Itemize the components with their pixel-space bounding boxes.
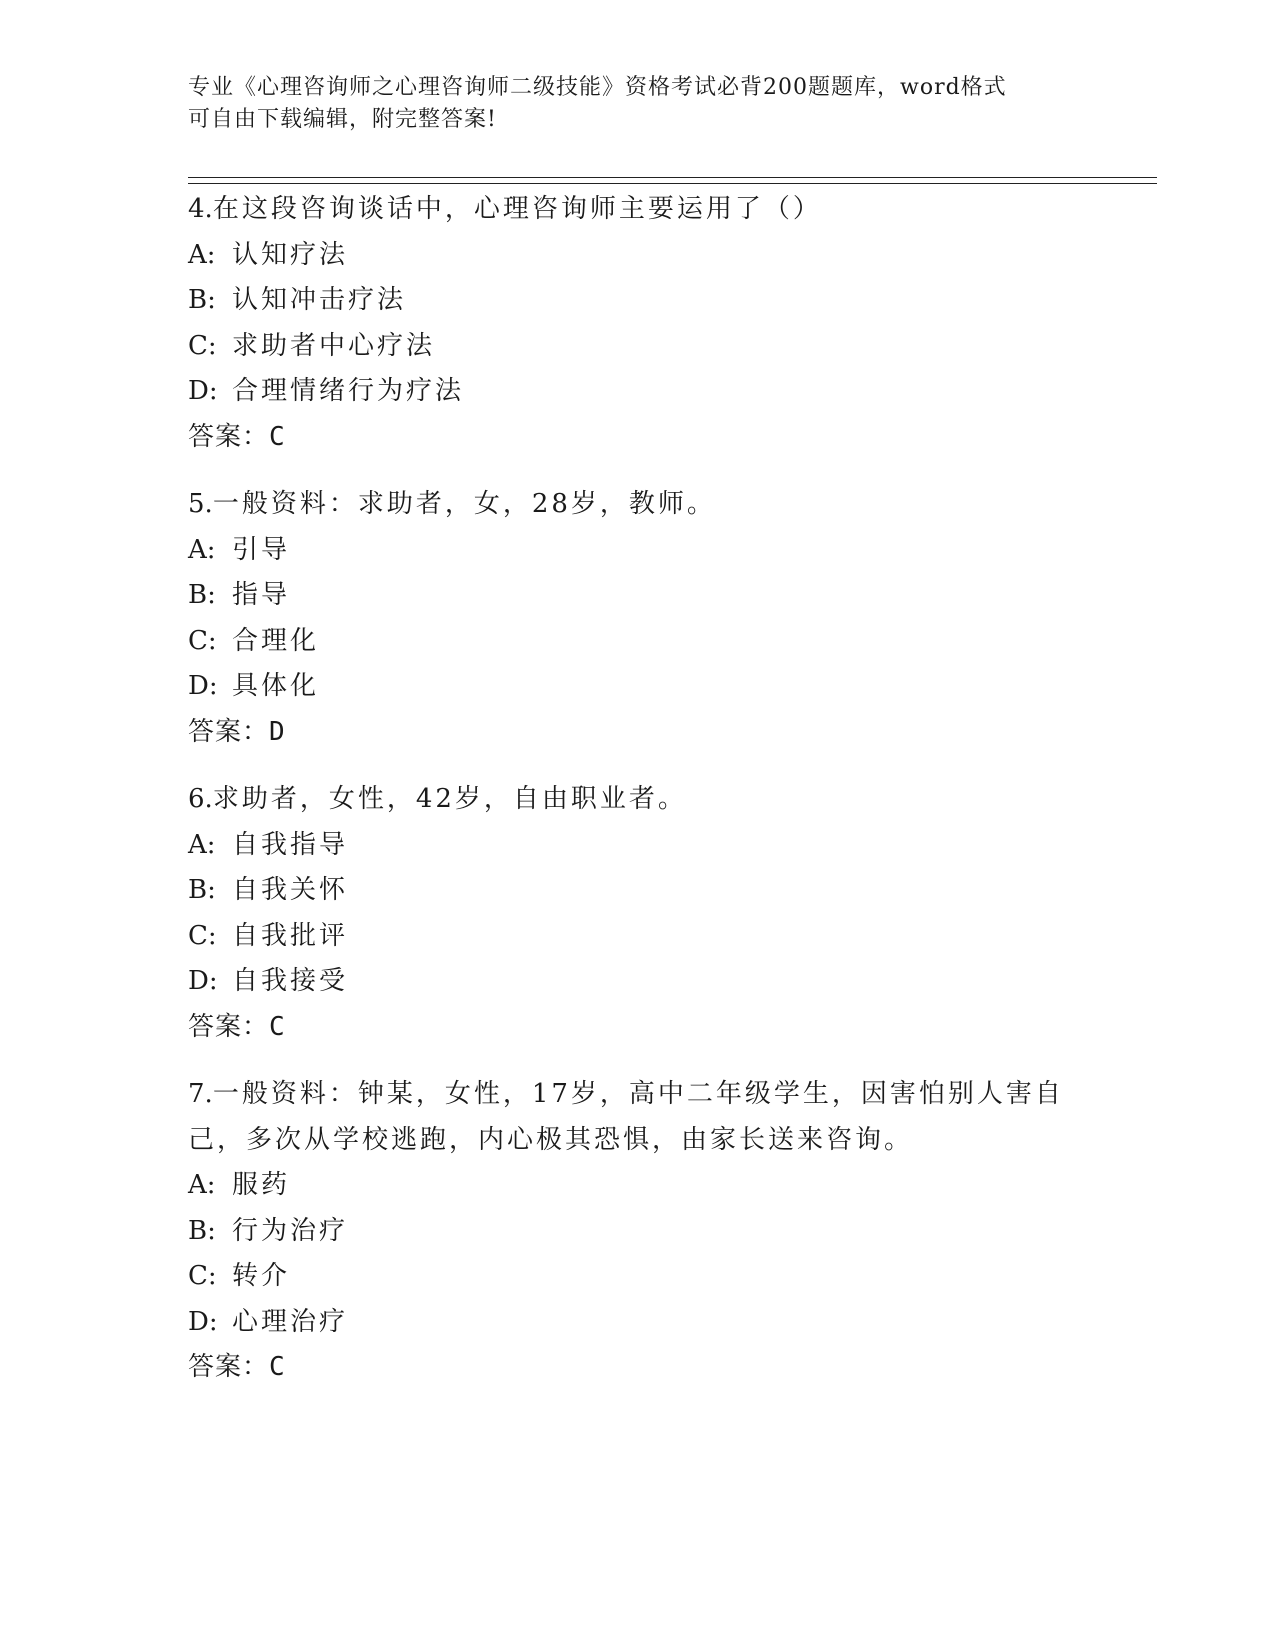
question-stem-text: 一般资料：钟某，女性，17岁，高中二年级学生，因害怕别人害自	[212, 1079, 1064, 1109]
option-text: 服药	[232, 1170, 291, 1200]
option-letter: A:	[188, 1170, 216, 1200]
option-text: 认知疗法	[232, 239, 349, 270]
option-letter: A:	[188, 239, 216, 270]
option-text: 引导	[232, 534, 291, 565]
option-text: 行为治疗	[232, 1215, 349, 1246]
option-text: 合理化	[232, 625, 320, 656]
option-letter: B:	[188, 285, 216, 315]
answer-label: 答案：	[188, 716, 270, 747]
answer-option	[188, 823, 1088, 869]
answer-line	[188, 415, 1088, 461]
question-stem	[188, 1118, 1088, 1164]
option-letter: D:	[188, 966, 218, 996]
option-letter: D:	[188, 376, 218, 406]
answer-option	[188, 664, 1088, 710]
question-number: 4.	[188, 194, 213, 224]
answer-option	[188, 278, 1088, 324]
answer-line	[188, 1005, 1088, 1051]
answer-option	[188, 959, 1088, 1005]
option-text: 自我关怀	[232, 875, 349, 905]
question-number: 7.	[188, 1079, 213, 1109]
question-stem	[188, 777, 1088, 823]
option-text: 自我接受	[232, 966, 349, 996]
question-stem	[188, 187, 1088, 233]
answer-label: 答案：	[188, 421, 270, 452]
answer-option	[188, 573, 1088, 619]
answer-value: C	[269, 421, 286, 452]
question-item	[188, 777, 1088, 1050]
answer-option	[188, 528, 1088, 574]
answer-label: 答案：	[188, 1352, 270, 1382]
answer-line	[188, 1345, 1088, 1391]
option-text: 自我批评	[232, 920, 349, 951]
answer-option	[188, 619, 1088, 665]
answer-option	[188, 1209, 1088, 1255]
option-text: 合理情绪行为疗法	[232, 376, 465, 406]
question-item	[188, 1072, 1088, 1391]
question-stem-text: 在这段咨询谈话中，心理咨询师主要运用了（）	[212, 194, 822, 224]
answer-value: D	[269, 716, 286, 747]
option-letter: C:	[188, 625, 217, 656]
question-stem	[188, 482, 1088, 528]
header-line: 专业《心理咨询师之心理咨询师二级技能》资格考试必背200题题库，word格式	[188, 75, 1007, 100]
question-number: 6.	[188, 784, 213, 814]
header-divider	[188, 177, 1157, 178]
option-letter: C:	[188, 330, 217, 361]
question-stem-text: 己，多次从学校逃跑，内心极其恐惧，由家长送来咨询。	[188, 1124, 914, 1155]
question-stem-text: 求助者，女性，42岁，自由职业者。	[212, 784, 687, 814]
question-list	[188, 187, 1088, 1413]
answer-option	[188, 868, 1088, 914]
answer-line	[188, 710, 1088, 756]
option-letter: D:	[188, 671, 218, 701]
option-letter: A:	[188, 829, 216, 860]
question-item	[188, 482, 1088, 755]
answer-label: 答案：	[188, 1011, 270, 1042]
option-text: 转介	[232, 1261, 291, 1291]
option-text: 认知冲击疗法	[232, 285, 407, 315]
answer-option	[188, 914, 1088, 960]
answer-option	[188, 233, 1088, 279]
question-item	[188, 187, 1088, 460]
document-header	[188, 72, 1088, 136]
answer-option	[188, 1300, 1088, 1346]
option-text: 心理治疗	[232, 1306, 349, 1337]
option-letter: C:	[188, 1261, 217, 1291]
option-letter: B:	[188, 875, 216, 905]
answer-value: C	[269, 1011, 286, 1042]
answer-option	[188, 1254, 1088, 1300]
option-text: 具体化	[232, 671, 320, 701]
option-text: 自我指导	[232, 829, 349, 860]
header-divider	[188, 183, 1157, 184]
question-stem	[188, 1072, 1088, 1118]
option-letter: A:	[188, 534, 216, 565]
question-stem-text: 一般资料：求助者，女，28岁，教师。	[212, 489, 716, 519]
answer-value: C	[269, 1352, 286, 1382]
answer-option	[188, 1163, 1088, 1209]
answer-option	[188, 369, 1088, 415]
question-number: 5.	[188, 489, 213, 519]
option-letter: C:	[188, 920, 217, 951]
option-text: 求助者中心疗法	[232, 330, 436, 361]
option-letter: D:	[188, 1306, 218, 1337]
answer-option	[188, 324, 1088, 370]
header-line: 可自由下载编辑，附完整答案!	[188, 107, 497, 132]
option-text: 指导	[232, 580, 291, 610]
option-letter: B:	[188, 1215, 216, 1246]
option-letter: B:	[188, 580, 216, 610]
